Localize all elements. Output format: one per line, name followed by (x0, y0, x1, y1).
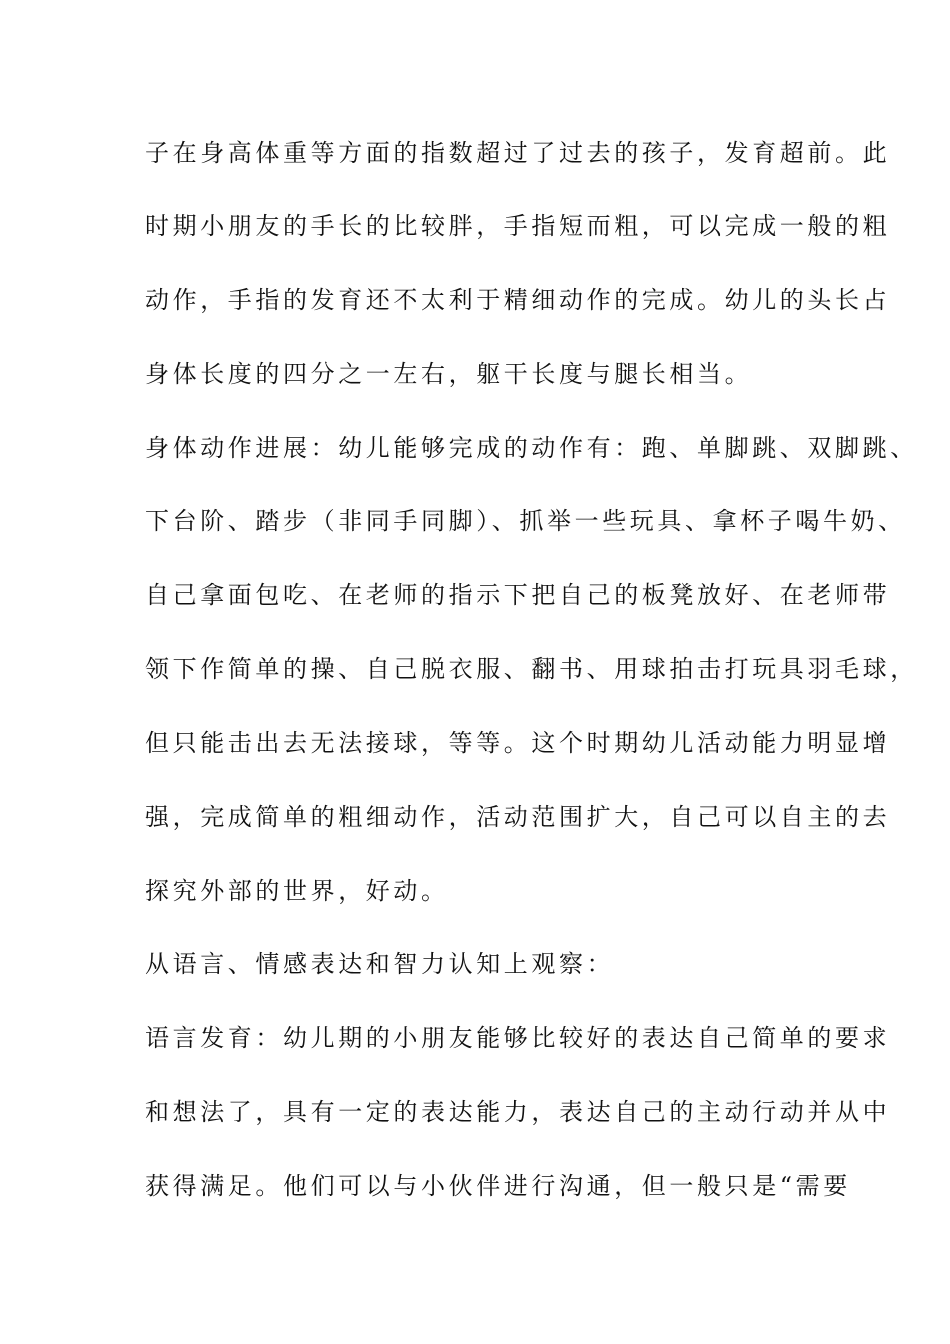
text-line: 探究外部的世界，好动。 (145, 877, 449, 905)
text-line: 和想法了，具有一定的表达能力，表达自己的主动行动并从中 (145, 1098, 891, 1126)
text-line: 身体长度的四分之一左右，躯干长度与腿长相当。 (145, 360, 753, 388)
text-line: 下台阶、踏步（非同手同脚）、抓举一些玩具、拿杯子喝牛奶、 (145, 507, 906, 535)
text-line: 时期小朋友的手长的比较胖，手指短而粗，可以完成一般的粗 (145, 212, 891, 240)
text-line: 强，完成简单的粗细动作，活动范围扩大，自己可以自主的去 (145, 803, 891, 831)
text-line: 获得满足。他们可以与小伙伴进行沟通，但一般只是“需要 (145, 1172, 851, 1200)
text-line: 动作，手指的发育还不太利于精细动作的完成。幼儿的头长占 (145, 286, 891, 314)
text-line: 子在身高体重等方面的指数超过了过去的孩子，发育超前。此 (145, 139, 891, 167)
text-line: 但只能击出去无法接球，等等。这个时期幼儿活动能力明显增 (145, 729, 891, 757)
text-line: 自己拿面包吃、在老师的指示下把自己的板凳放好、在老师带 (145, 581, 891, 609)
text-line: 语言发育：幼儿期的小朋友能够比较好的表达自己简单的要求 (145, 1024, 891, 1052)
text-line: 从语言、情感表达和智力认知上观察： (145, 950, 615, 978)
text-line: 领下作简单的操、自己脱衣服、翻书、用球拍击打玩具羽毛球， (145, 655, 918, 683)
text-line: 身体动作进展：幼儿能够完成的动作有：跑、单脚跳、双脚跳、 (145, 434, 918, 462)
